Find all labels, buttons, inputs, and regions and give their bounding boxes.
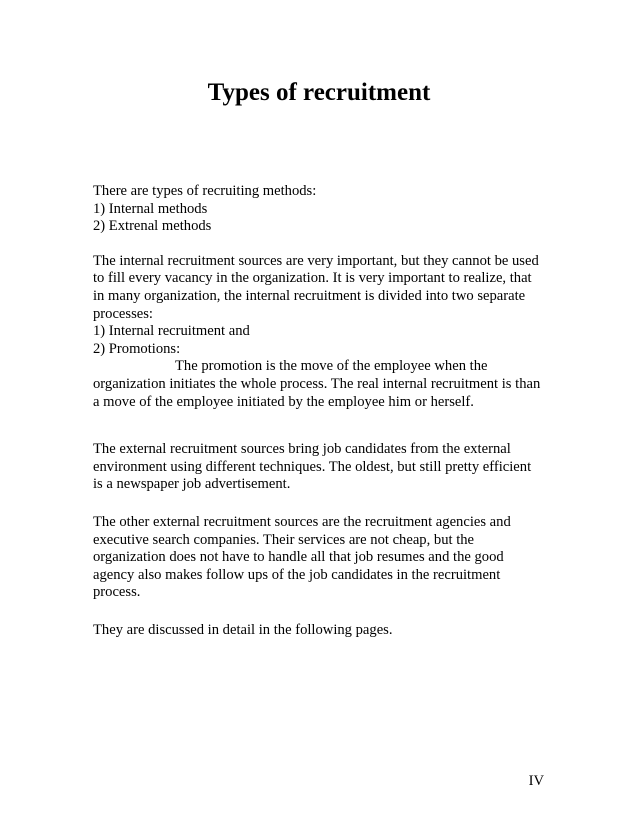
text-line: organization does not have to handle all that job resumes and the good — [93, 549, 504, 566]
text-line: They are discussed in detail in the following pages. — [93, 621, 393, 638]
document-body — [93, 183, 563, 639]
list-item: 2) Extrenal methods — [93, 218, 212, 235]
text-line: to fill every vacancy in the organization. It is very important to realize, that — [93, 270, 532, 287]
page-number: IV — [528, 773, 544, 789]
text-line: a move of the employee initiated by the employee him or herself. — [93, 393, 474, 410]
text-line: The external recruitment sources bring job candidates from the external — [93, 441, 511, 458]
text-line: There are types of recruiting methods: — [93, 183, 317, 199]
agencies-paragraph — [93, 514, 563, 602]
external-recruitment-paragraph — [93, 441, 563, 494]
text-line: The other external recruitment sources are the recruitment agencies and — [93, 513, 511, 530]
text-line: agency also makes follow ups of the job candidates in the recruitment — [93, 566, 501, 583]
text-line: The promotion is the move of the employee when the — [175, 358, 488, 375]
intro-paragraph — [93, 183, 563, 236]
page-title: Types of recruitment — [207, 79, 431, 106]
list-item: 1) Internal recruitment and — [93, 323, 250, 340]
text-line: in many organization, the internal recruitment is divided into two separate — [93, 287, 526, 304]
text-line: organization initiates the whole process. The real internal recruitment is than — [93, 375, 541, 392]
internal-recruitment-paragraph — [93, 253, 563, 411]
closing-paragraph — [93, 622, 563, 640]
text-line: The internal recruitment sources are very important, but they cannot be used — [93, 252, 539, 269]
text-line: executive search companies. Their services are not cheap, but the — [93, 531, 475, 548]
list-item: 1) Internal methods — [93, 200, 208, 217]
text-line: environment using different techniques. The oldest, but still pretty efficient — [93, 458, 532, 475]
text-line: process. — [93, 584, 141, 601]
text-line: processes: — [93, 305, 153, 322]
list-item: 2) Promotions: — [93, 340, 181, 357]
text-line: is a newspaper job advertisement. — [93, 476, 291, 493]
